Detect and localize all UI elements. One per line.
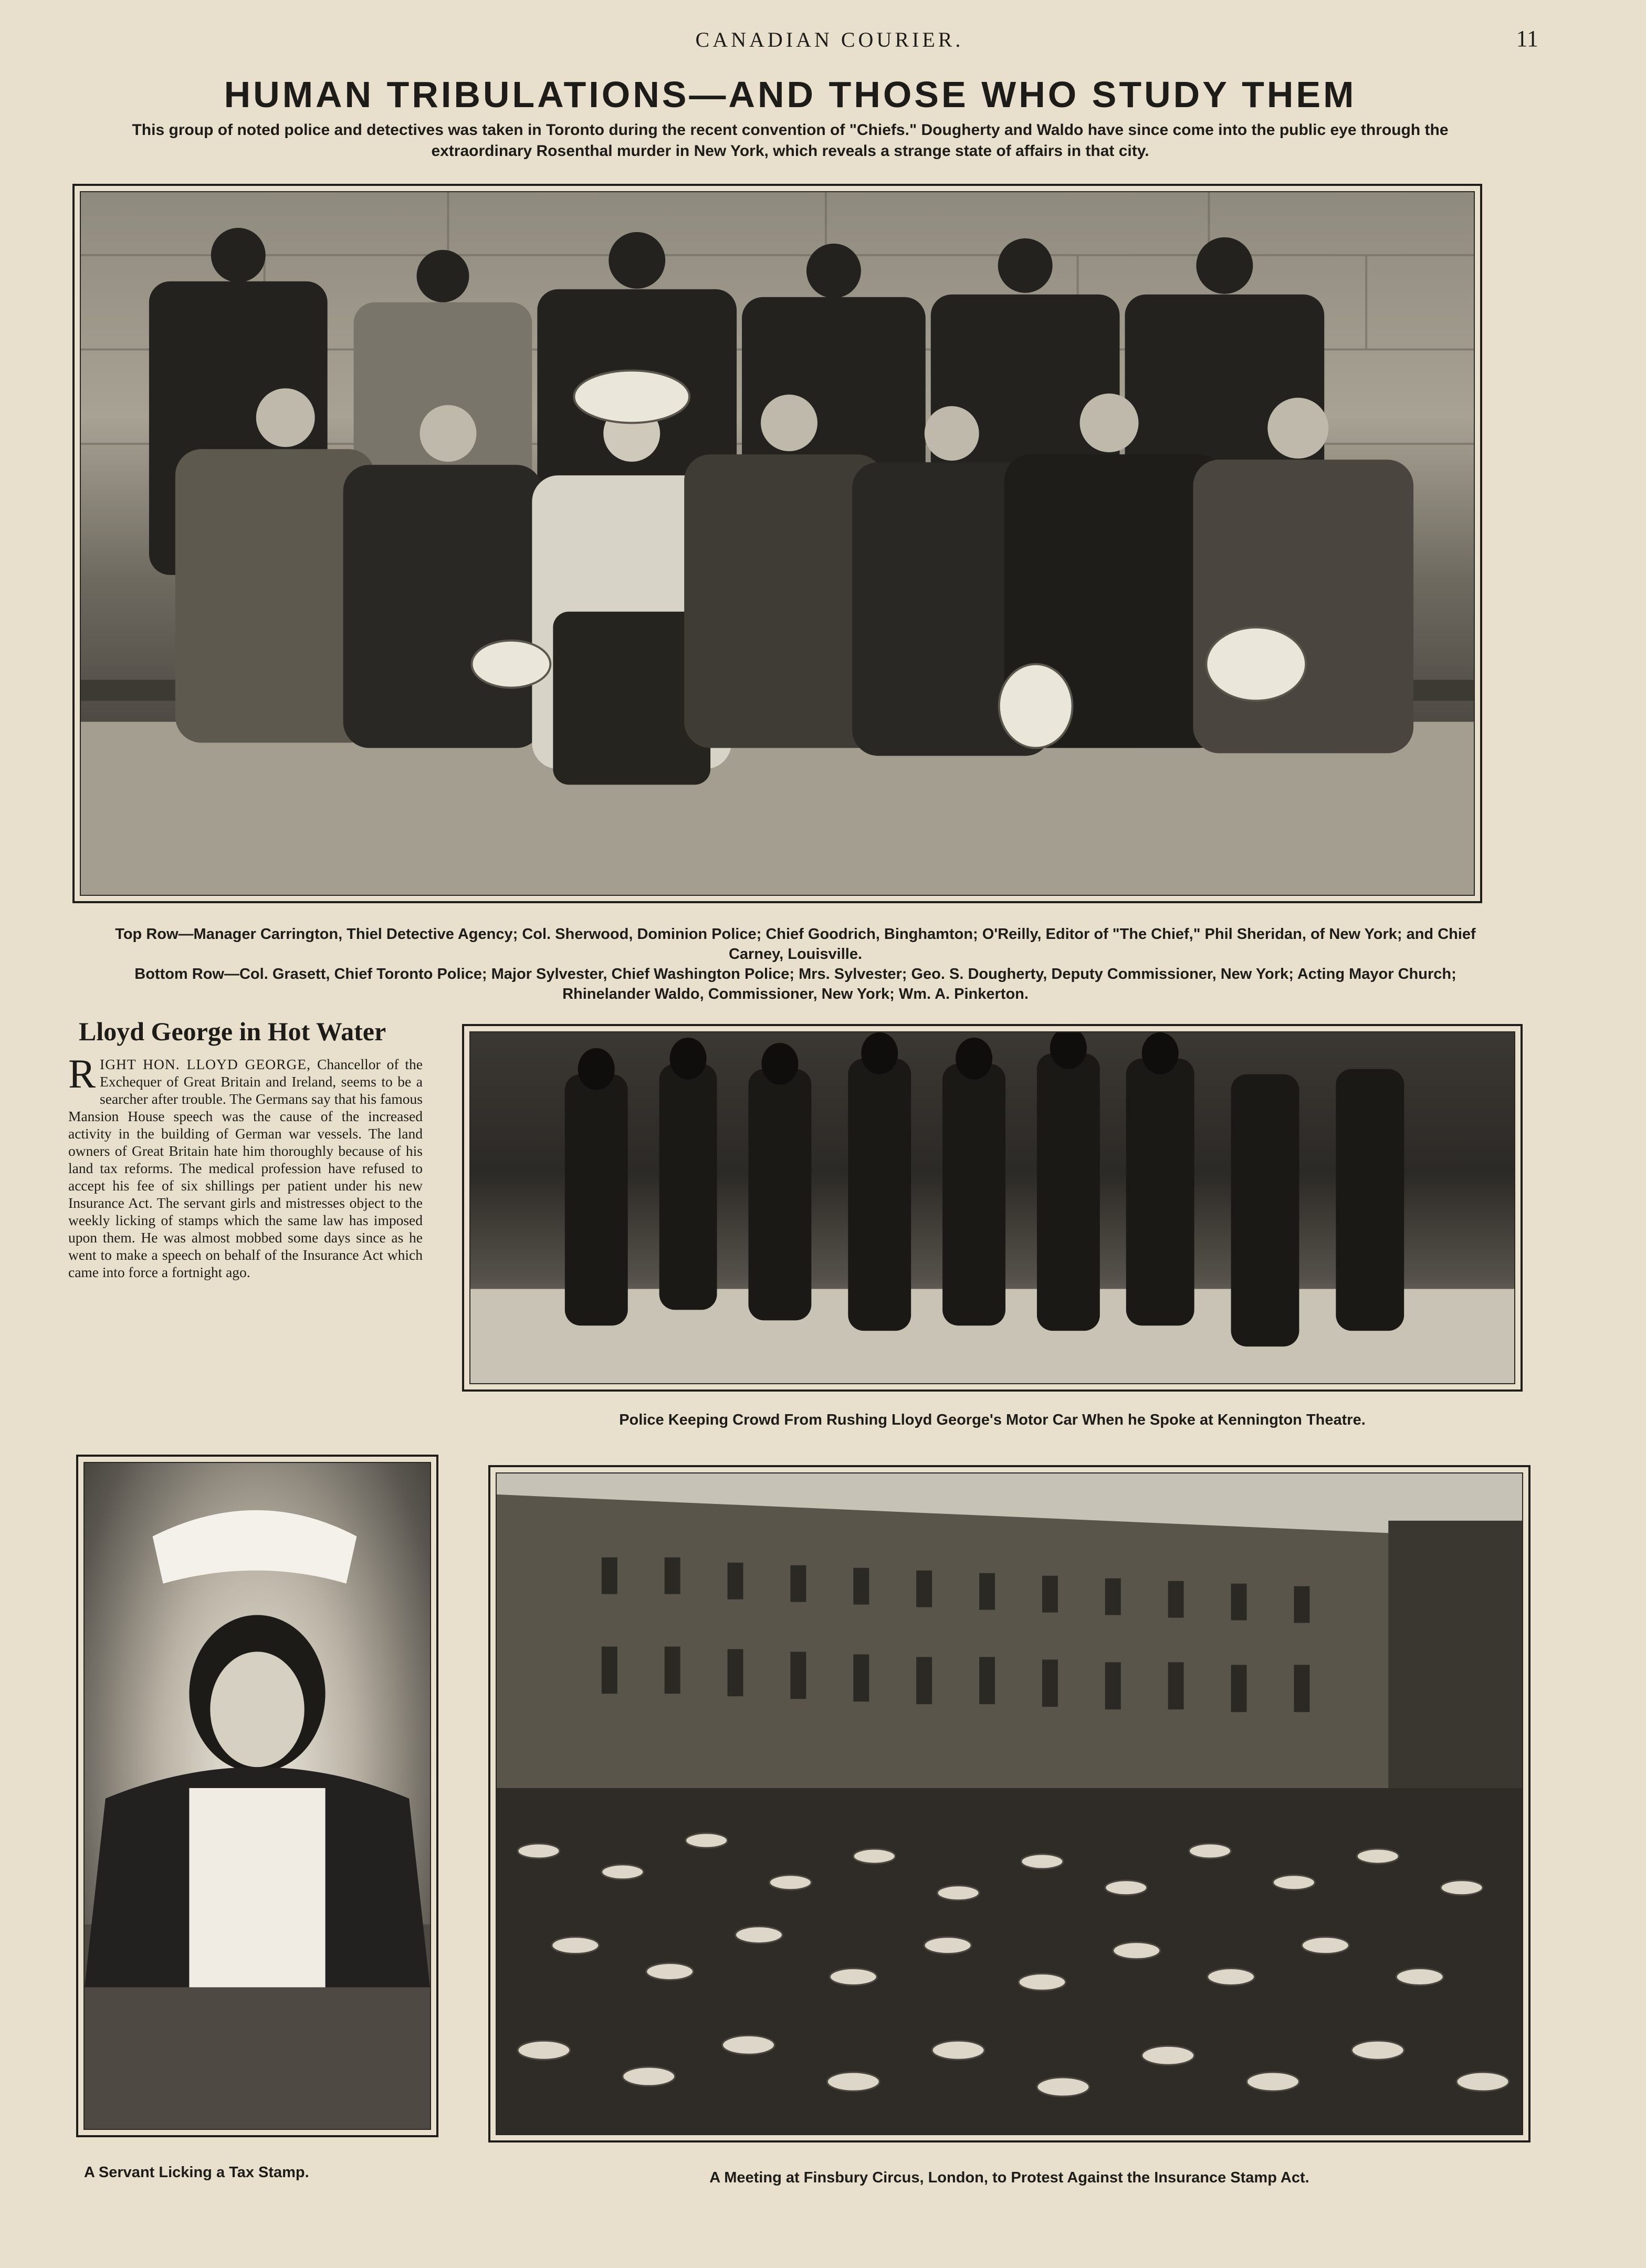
- group-photo-frame: [72, 184, 1482, 903]
- servant-photo-silhouettes: [85, 1463, 430, 2129]
- headline: HUMAN TRIBULATIONS—AND THOSE WHO STUDY THEM: [224, 74, 1357, 115]
- police-photo-silhouettes: [470, 1032, 1514, 1383]
- drop-cap: R: [68, 1051, 96, 1096]
- group-photo: [80, 191, 1475, 896]
- meeting-photo-silhouettes: [497, 1473, 1522, 2134]
- servant-photo-frame: [76, 1455, 438, 2137]
- article-body: Chancellor of the Exchequer of Great Britain and Ireland, seems to be a searcher after trouble. The Germans say that his famous Mansion House speech was the cause of the increased activity in the building of German war vessels. The land owners of Great Britain hate him thoroughly because of his land tax reforms. The medical profession have refused to accept his fee of six shillings per patient under his new Insurance Act. The servant girls and mistresses object to the weekly licking of stamps which the same law has imposed upon them. He was almost mobbed some days since as he went to make a speech on behalf of the Insurance Act which came into force a fortnight ago.: [68, 1056, 423, 1280]
- running-head: CANADIAN COURIER.: [695, 28, 964, 51]
- police-photo: [469, 1031, 1515, 1384]
- group-photo-silhouettes: [81, 192, 1474, 895]
- page-number: 11: [1516, 26, 1538, 51]
- article-lead: IGHT HON. LLOYD GEORGE,: [100, 1056, 311, 1072]
- intro-paragraph: This group of noted police and detectives was taken in Toronto during the recent convention of "Chiefs." Dougherty and Waldo have since come into the public eye through the extraordinary Rosenthal murder in New York, which reveals a strange state of affairs in that city.: [132, 121, 1449, 160]
- meeting-photo-frame: [488, 1465, 1530, 2142]
- sidebar-article: [68, 1051, 423, 1281]
- police-photo-caption: Police Keeping Crowd From Rushing Lloyd George's Motor Car When he Spoke at Kennington Theatre.: [619, 1412, 1366, 1428]
- servant-photo-caption: A Servant Licking a Tax Stamp.: [84, 2164, 309, 2181]
- servant-photo: [83, 1462, 431, 2130]
- group-caption-bottom-row: Bottom Row—Col. Grasett, Chief Toronto Police; Major Sylvester, Chief Washington Police; Mrs. Sylvester; Geo. S. Dougherty, Deputy Commissioner, New York; Acting Mayor Church; Rhinelander Waldo, Commissioner, New York; Wm. A. Pinkerton.: [134, 966, 1456, 1002]
- police-photo-frame: [462, 1024, 1523, 1392]
- group-caption-top-row: Top Row—Manager Carrington, Thiel Detective Agency; Col. Sherwood, Dominion Police; Chief Goodrich, Binghamton; O'Reilly, Editor of "The Chief," Phil Sheridan, of New York; and Chief Carney, Louisville.: [115, 926, 1476, 963]
- meeting-photo: [496, 1472, 1523, 2135]
- sidebar-title: Lloyd George in Hot Water: [79, 1017, 386, 1046]
- meeting-photo-caption: A Meeting at Finsbury Circus, London, to Protest Against the Insurance Stamp Act.: [709, 2169, 1309, 2186]
